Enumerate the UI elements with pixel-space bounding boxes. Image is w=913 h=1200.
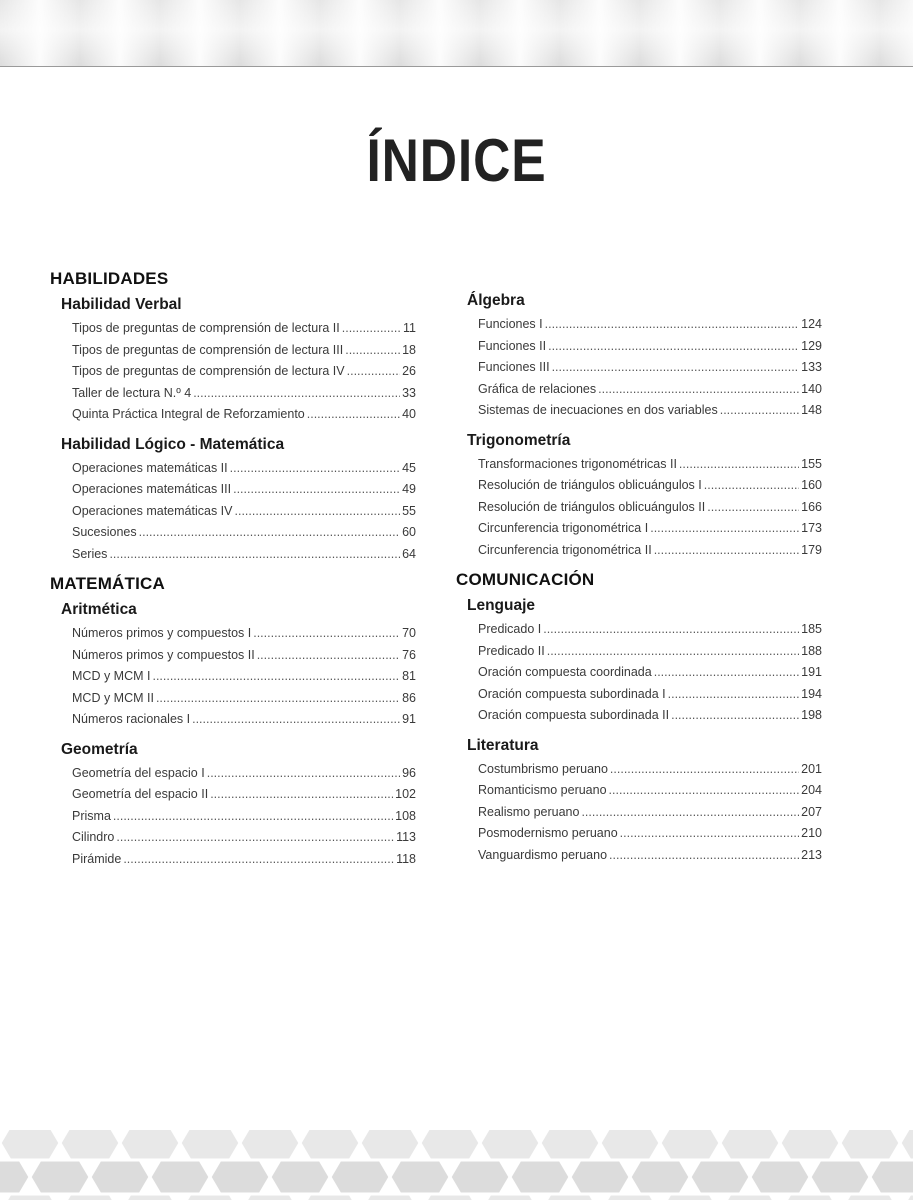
pattern-tile (90, 1160, 150, 1194)
toc-entry-label: Sistemas de inecuaciones en dos variables (478, 403, 718, 417)
subsection-title-lenguaje: Lenguaje (467, 597, 536, 614)
toc-entry-label: Gráfica de relaciones (478, 381, 597, 396)
toc-entry-page: 91 (402, 712, 416, 726)
toc-entry[interactable] (72, 849, 416, 871)
toc-entry[interactable] (72, 623, 416, 645)
toc-entry-label: Resolución de triángulos oblicuángulos II (478, 499, 706, 514)
pattern-tile (600, 1194, 660, 1200)
toc-entry[interactable] (478, 619, 822, 641)
pattern-tile (780, 1194, 840, 1200)
toc-entry[interactable] (72, 318, 416, 340)
toc-entry-label: Números primos y compuestos II (72, 647, 255, 662)
dot-leader (543, 619, 799, 641)
pattern-tile (300, 1130, 360, 1160)
toc-entry-page: 49 (402, 482, 416, 496)
toc-entry-page: 198 (801, 708, 822, 722)
toc-entry-page: 55 (402, 503, 416, 518)
pattern-tile (600, 1130, 660, 1160)
toc-list (478, 314, 822, 422)
toc-entry-page: 11 (403, 321, 416, 335)
dot-leader (609, 780, 800, 802)
dot-leader (704, 475, 799, 497)
toc-entry-label: Operaciones matemáticas IV (72, 503, 233, 518)
toc-entry-label: Oración compuesta coordinada (478, 665, 652, 679)
toc-entry[interactable] (478, 314, 822, 336)
toc-entry-label: Geometría del espacio I (72, 765, 205, 780)
toc-entry[interactable] (72, 361, 416, 383)
toc-entry-label: MCD y MCM II (72, 690, 154, 705)
dot-leader (545, 314, 800, 336)
toc-entry-label: Números racionales I (72, 712, 191, 726)
pattern-tile (120, 1130, 180, 1160)
dot-leader (123, 849, 394, 871)
toc-entry[interactable] (478, 379, 822, 401)
pattern-tile (300, 1194, 360, 1200)
toc-entry[interactable] (478, 454, 822, 476)
toc-entry-label: Romanticismo peruano (478, 783, 607, 797)
toc-entry-label: Costumbrismo peruano (478, 761, 608, 776)
pattern-tile (360, 1194, 420, 1200)
toc-entry[interactable] (72, 645, 416, 667)
toc-entry[interactable] (72, 666, 416, 688)
toc-entry-page: 60 (402, 525, 416, 539)
dot-leader (156, 688, 400, 710)
toc-entry-label: Funciones III (478, 360, 550, 374)
toc-entry[interactable] (72, 383, 416, 405)
hexagon-pattern-icon (0, 1130, 913, 1200)
toc-entry-page: 133 (801, 360, 822, 374)
pattern-tile (180, 1194, 240, 1200)
dot-leader (654, 540, 799, 562)
toc-entry-label: Tipos de preguntas de comprensión de lectura III (72, 342, 344, 357)
toc-entry-label: Operaciones matemáticas III (72, 482, 232, 496)
toc-entry[interactable] (72, 479, 416, 501)
dot-leader (609, 845, 799, 867)
toc-entry[interactable] (72, 544, 416, 566)
toc-entry-page: 129 (801, 338, 822, 353)
dot-leader (230, 458, 400, 480)
toc-entry-label: Quinta Práctica Integral de Reforzamiento (72, 407, 305, 421)
dot-leader (152, 666, 400, 688)
pattern-tile (180, 1130, 240, 1160)
right-column (456, 268, 826, 874)
pattern-tile (240, 1194, 300, 1200)
dot-leader (707, 497, 799, 519)
toc-entry-label: Taller de lectura N.º 4 (72, 385, 192, 400)
dot-leader (345, 340, 400, 362)
pattern-tile (480, 1130, 540, 1160)
toc-entry-page: 76 (402, 647, 416, 662)
toc-list (72, 458, 416, 566)
dot-leader (192, 709, 400, 731)
page-title: ÍNDICE (366, 127, 547, 194)
toc-entry-page: 18 (402, 342, 416, 357)
pattern-tile (870, 1160, 913, 1194)
toc-entry-page: 194 (801, 686, 822, 701)
toc-list (72, 318, 416, 426)
dot-leader (139, 522, 400, 544)
dot-leader (193, 383, 400, 405)
dot-leader (307, 404, 400, 426)
toc-entry[interactable] (478, 780, 822, 802)
pattern-tile (330, 1160, 390, 1194)
dot-leader (233, 479, 400, 501)
pattern-tile (60, 1130, 120, 1160)
dot-leader (548, 336, 799, 358)
toc-entry[interactable] (478, 540, 822, 562)
toc-entry[interactable] (478, 400, 822, 422)
toc-entry-page: 179 (801, 542, 822, 557)
toc-entry-page: 191 (801, 665, 822, 679)
toc-entry[interactable] (478, 802, 822, 824)
pattern-tile (0, 1194, 60, 1200)
pattern-tile (630, 1160, 690, 1194)
toc-entry[interactable] (478, 705, 822, 727)
toc-entry[interactable] (478, 357, 822, 379)
toc-entry-label: Circunferencia trigonométrica II (478, 542, 652, 557)
toc-entry-label: Oración compuesta subordinada I (478, 686, 666, 701)
toc-entry-label: MCD y MCM I (72, 669, 151, 683)
toc-list (478, 759, 822, 867)
toc-entry-page: 210 (801, 826, 822, 840)
dot-leader (610, 759, 799, 781)
toc-entry[interactable] (72, 688, 416, 710)
subsection-title-habilidad-logico-matematica: Habilidad Lógico - Matemática (61, 435, 285, 453)
toc-entry[interactable] (72, 806, 416, 828)
left-column (50, 268, 420, 878)
dot-leader (679, 454, 799, 476)
pattern-tile (840, 1194, 900, 1200)
toc-entry-label: Tipos de preguntas de comprensión de lectura II (72, 321, 340, 335)
toc-entry[interactable] (72, 522, 416, 544)
toc-entry[interactable] (478, 823, 822, 845)
toc-entry-page: 173 (801, 521, 822, 535)
dot-leader (207, 763, 400, 785)
toc-entry-label: Predicado I (478, 622, 542, 636)
toc-entry-page: 118 (396, 851, 416, 866)
toc-entry-label: Operaciones matemáticas II (72, 460, 228, 475)
toc-entry-label: Transformaciones trigonométricas II (478, 456, 677, 471)
dot-leader (347, 361, 400, 383)
bottom-decorative-band (0, 1130, 913, 1200)
subsection-title-aritmetica: Aritmética (61, 601, 137, 618)
toc-entry-label: Tipos de preguntas de comprensión de lectura IV (72, 364, 345, 378)
dot-leader (109, 544, 400, 566)
dot-leader (654, 662, 799, 684)
toc-entry-page: 124 (801, 317, 822, 331)
toc-entry-page: 40 (402, 407, 416, 421)
pattern-tile (780, 1130, 840, 1160)
toc-entry-page: 160 (801, 478, 822, 492)
toc-entry-page: 185 (801, 622, 822, 636)
pattern-tile (60, 1194, 120, 1200)
pattern-tile (390, 1160, 450, 1194)
pattern-tile (240, 1130, 300, 1160)
toc-entry-page: 96 (402, 765, 416, 780)
toc-entry[interactable] (478, 336, 822, 358)
subsection-title-algebra: Álgebra (467, 292, 525, 309)
toc-entry-label: Números primos y compuestos I (72, 626, 252, 640)
toc-list (72, 763, 416, 871)
toc-entry[interactable] (72, 763, 416, 785)
pattern-tile (450, 1160, 510, 1194)
subsection-title-habilidad-verbal: Habilidad Verbal (61, 296, 182, 313)
subsection-title-literatura: Literatura (467, 736, 539, 754)
pattern-tile (420, 1194, 480, 1200)
toc-entry[interactable] (478, 641, 822, 663)
dot-leader (650, 518, 799, 540)
toc-entry-label: Sucesiones (72, 525, 137, 539)
toc-entry-page: 140 (801, 381, 822, 396)
toc-entry-page: 188 (801, 643, 822, 658)
pattern-tile (840, 1130, 900, 1160)
pattern-tile (0, 1130, 60, 1160)
toc-entry-page: 148 (801, 403, 822, 417)
toc-entry-page: 64 (402, 546, 416, 561)
dot-leader (113, 806, 393, 828)
dot-leader (547, 641, 799, 663)
toc-list (72, 623, 416, 731)
section-title-habilidades: HABILIDADES (50, 269, 169, 288)
dot-leader (253, 623, 400, 645)
toc-entry-page: 45 (402, 460, 416, 475)
dot-leader (552, 357, 800, 379)
pattern-tile (690, 1160, 750, 1194)
pattern-tile (660, 1130, 720, 1160)
section-title-comunicacion: COMUNICACIÓN (456, 570, 595, 589)
pattern-tile (0, 1160, 30, 1194)
pattern-tile (360, 1130, 420, 1160)
pattern-tile (720, 1194, 780, 1200)
dot-leader (235, 501, 401, 523)
toc-entry-page: 166 (801, 499, 822, 514)
toc-entry[interactable] (478, 662, 822, 684)
toc-list (478, 454, 822, 562)
pattern-tile (210, 1160, 270, 1194)
dot-leader (671, 705, 799, 727)
pattern-tile (660, 1194, 720, 1200)
pattern-tile (570, 1160, 630, 1194)
pattern-tile (540, 1194, 600, 1200)
toc-entry-label: Vanguardismo peruano (478, 847, 608, 862)
pattern-tile (420, 1130, 480, 1160)
toc-entry[interactable] (72, 458, 416, 480)
pattern-tile (30, 1160, 90, 1194)
toc-entry-page: 81 (402, 669, 416, 683)
pattern-tile (510, 1160, 570, 1194)
toc-entry[interactable] (478, 497, 822, 519)
toc-entry-label: Cilindro (72, 830, 115, 844)
toc-entry[interactable] (72, 501, 416, 523)
toc-entry-label: Oración compuesta subordinada II (478, 708, 670, 722)
toc-entry-page: 113 (396, 830, 416, 844)
section-title-matematica: MATEMÁTICA (50, 574, 165, 593)
dot-leader (257, 645, 400, 667)
dot-leader (668, 684, 800, 706)
dot-leader (581, 802, 799, 824)
toc-entry-label: Circunferencia trigonométrica I (478, 521, 649, 535)
toc-entry-label: Realismo peruano (478, 804, 580, 819)
toc-entry-page: 155 (801, 456, 822, 471)
pattern-tile (750, 1160, 810, 1194)
pattern-tile (150, 1160, 210, 1194)
dot-leader (620, 823, 799, 845)
toc-entry[interactable] (478, 518, 822, 540)
dot-leader (598, 379, 799, 401)
toc-entry-label: Prisma (72, 808, 111, 823)
toc-entry[interactable] (72, 784, 416, 806)
toc-entry-page: 207 (801, 804, 822, 819)
toc-entry[interactable] (478, 759, 822, 781)
toc-entry-page: 102 (395, 787, 416, 801)
dot-leader (720, 400, 799, 422)
pattern-tile (810, 1160, 870, 1194)
toc-entry[interactable] (72, 709, 416, 731)
pattern-tile (480, 1194, 540, 1200)
toc-entry[interactable] (478, 845, 822, 867)
subsection-title-geometria: Geometría (61, 740, 138, 758)
pattern-tile (120, 1194, 180, 1200)
dot-leader (342, 318, 401, 340)
dot-leader (210, 784, 393, 806)
pattern-tile (540, 1130, 600, 1160)
toc-list (478, 619, 822, 727)
toc-entry-label: Geometría del espacio II (72, 787, 209, 801)
toc-entry-label: Resolución de triángulos oblicuángulos I (478, 478, 702, 492)
toc-entry[interactable] (72, 404, 416, 426)
toc-entry-label: Posmodernismo peruano (478, 826, 618, 840)
toc-entry-page: 108 (395, 808, 416, 823)
toc-entry-page: 213 (801, 847, 822, 862)
toc-entry-label: Pirámide (72, 851, 122, 866)
toc-entry[interactable] (72, 827, 416, 849)
toc-entry-page: 86 (402, 690, 416, 705)
toc-entry-page: 201 (801, 761, 822, 776)
toc-entry[interactable] (72, 340, 416, 362)
toc-entry[interactable] (478, 684, 822, 706)
top-decorative-band (0, 0, 913, 67)
pattern-tile (900, 1130, 913, 1160)
toc-entry-label: Predicado II (478, 643, 545, 658)
toc-entry-label: Funciones II (478, 338, 547, 353)
toc-entry-page: 204 (801, 783, 822, 797)
toc-entry-page: 26 (402, 364, 416, 378)
pattern-tile (720, 1130, 780, 1160)
toc-entry-label: Funciones I (478, 317, 543, 331)
dot-leader (116, 827, 394, 849)
toc-entry[interactable] (478, 475, 822, 497)
toc-entry-label: Series (72, 546, 108, 561)
toc-entry-page: 70 (402, 626, 416, 640)
pattern-tile (270, 1160, 330, 1194)
subsection-title-trigonometria: Trigonometría (467, 431, 571, 449)
toc-entry-page: 33 (402, 385, 416, 400)
